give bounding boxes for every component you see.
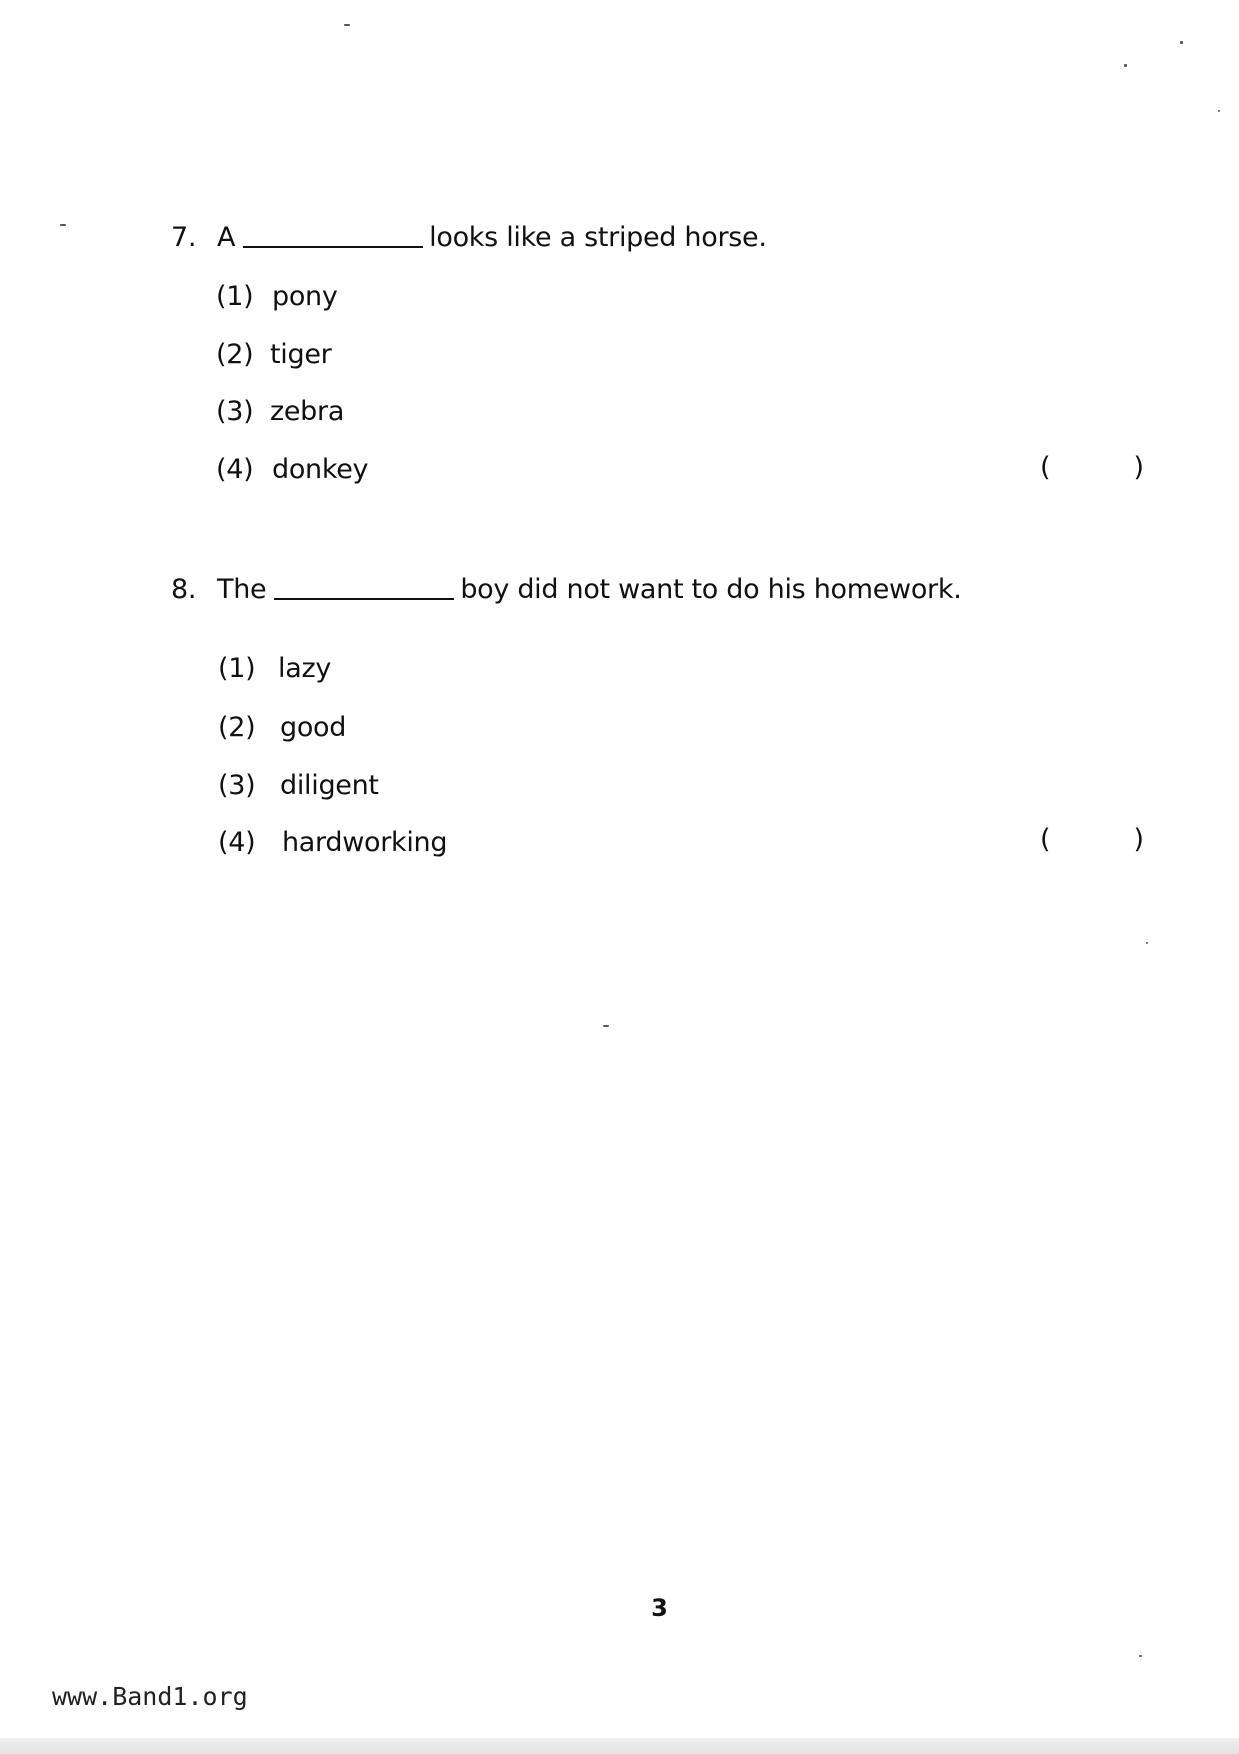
answer-box-close: ) [1133, 824, 1144, 855]
scan-speck [344, 24, 350, 26]
question-number: 7. [171, 222, 197, 253]
scan-speck [1124, 64, 1127, 67]
option-1[interactable] [218, 653, 331, 684]
option-number: (2) [216, 339, 254, 370]
question-stem [171, 222, 767, 253]
answer-box-open: ( [1040, 452, 1051, 483]
scan-speck [603, 1025, 609, 1027]
scan-speck [1218, 110, 1220, 112]
scan-edge [0, 1738, 1239, 1754]
footer-url[interactable]: www.Band1.org [52, 1682, 248, 1711]
option-text: zebra [270, 396, 345, 427]
stem-before-blank: The [217, 574, 267, 605]
scan-speck [60, 224, 66, 226]
option-3[interactable] [216, 396, 344, 427]
question-number: 8. [171, 574, 197, 605]
scan-speck [1139, 1655, 1142, 1657]
option-3[interactable] [218, 770, 379, 801]
option-text: hardworking [282, 827, 448, 858]
stem-after-blank: looks like a striped horse. [429, 222, 767, 253]
option-text: diligent [280, 770, 379, 801]
stem-after-blank: boy did not want to do his homework. [460, 574, 962, 605]
option-text: lazy [278, 653, 331, 684]
option-2[interactable] [218, 712, 346, 743]
answer-box[interactable] [1040, 824, 1144, 855]
question-stem [171, 574, 961, 605]
option-1[interactable] [216, 281, 338, 312]
answer-blank [243, 246, 423, 248]
option-text: donkey [272, 454, 369, 485]
option-4[interactable] [216, 454, 368, 485]
option-number: (1) [216, 281, 254, 312]
option-number: (1) [218, 653, 256, 684]
answer-box-open: ( [1040, 824, 1051, 855]
option-number: (4) [216, 454, 254, 485]
answer-blank [274, 598, 454, 600]
option-2[interactable] [216, 339, 331, 370]
option-4[interactable] [218, 827, 447, 858]
option-number: (3) [218, 770, 256, 801]
option-number: (3) [216, 396, 254, 427]
option-number: (2) [218, 712, 256, 743]
option-text: pony [272, 281, 338, 312]
option-text: good [280, 712, 347, 743]
scan-speck [1180, 41, 1183, 44]
option-text: tiger [270, 339, 332, 370]
scan-speck [1146, 942, 1148, 944]
page-number: 3 [651, 1594, 668, 1622]
stem-before-blank: A [217, 222, 236, 253]
answer-box-close: ) [1133, 452, 1144, 483]
answer-box[interactable] [1040, 452, 1144, 483]
option-number: (4) [218, 827, 256, 858]
